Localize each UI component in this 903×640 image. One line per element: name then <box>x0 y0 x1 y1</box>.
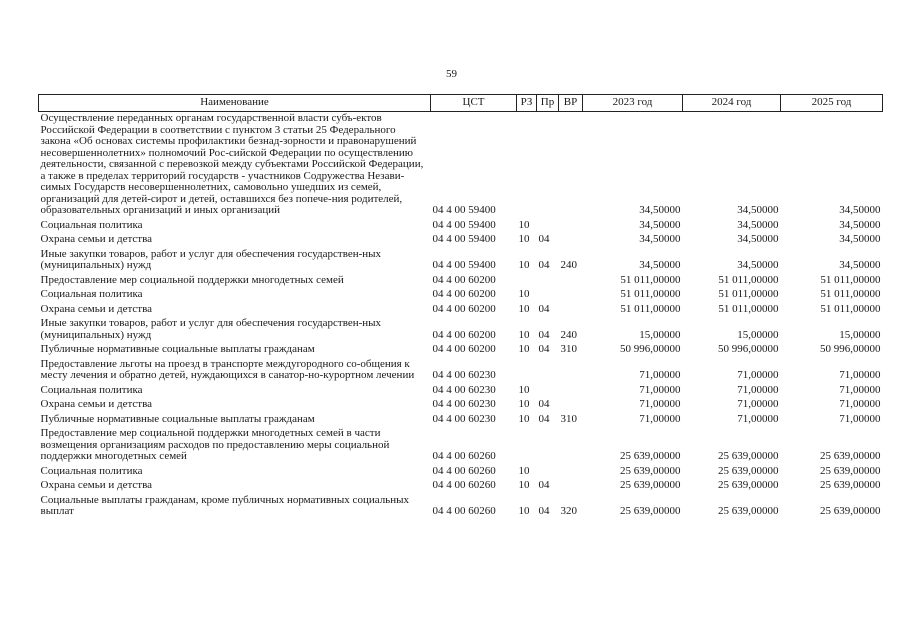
row-rz: 10 <box>518 398 530 410</box>
row-cst: 04 4 00 60200 <box>432 343 496 355</box>
page-number: 59 <box>446 68 457 80</box>
row-cst: 04 4 00 60200 <box>432 302 496 315</box>
row-name: Охрана семьи и детства <box>40 233 153 245</box>
row-2024: 51 011,00000 <box>718 302 779 315</box>
row-rz: 10 <box>518 302 530 315</box>
row-name: Охрана семьи и детства <box>40 302 153 315</box>
row-2023: 71,00000 <box>639 369 681 381</box>
row-2023: 25 639,00000 <box>620 505 681 517</box>
row-rz: 10 <box>518 412 530 425</box>
row-2024: 34,50000 <box>737 218 779 231</box>
row-pr: 04 <box>538 505 550 517</box>
header-2025: 2025 год <box>781 95 883 112</box>
row-2025: 25 639,00000 <box>820 464 881 477</box>
row-2023: 71,00000 <box>639 383 681 396</box>
row-vr: 240 <box>560 259 577 271</box>
row-rz: 10 <box>518 218 530 231</box>
row-cst: 04 4 00 60230 <box>432 369 496 381</box>
row-2024: 71,00000 <box>737 398 779 410</box>
row-cst: 04 4 00 59400 <box>432 259 496 271</box>
row-2023: 71,00000 <box>639 412 681 425</box>
row-2023: 51 011,00000 <box>620 273 681 286</box>
row-pr <box>537 112 559 219</box>
row-name: Предоставление мер социальной поддержки многодетных семей <box>40 273 344 286</box>
row-vr <box>559 384 583 399</box>
row-vr <box>559 112 583 219</box>
row-pr <box>537 358 559 384</box>
row-2025: 34,50000 <box>839 259 881 271</box>
row-name: Осуществление переданных органам государственной власти субъ-ектов Российской Федерации в соответствии с пунктом 3 статьи 25 Федерального закона «Об основах системы профилактики безнад-зорности и правонарушений несовершеннолетних» полномочий Рос-сийской Федерации по осуществлению деятельности, связанной с перевозкой между субъектами Российской Федерации, а также в пределах территорий государств - участников Содружества Незави-симых Государств несовершеннолетних, самовольно ушедших из семей, организаций для детей-сирот и детей, оставшихся без попече-ния родителей, образовательных организаций и иных организаций <box>40 112 424 216</box>
row-pr: 04 <box>538 479 550 491</box>
row-pr: 04 <box>538 412 550 425</box>
row-vr <box>559 219 583 234</box>
row-rz: 10 <box>518 328 530 341</box>
table-row <box>39 219 883 234</box>
row-cst: 04 4 00 60200 <box>432 328 496 341</box>
row-vr: 310 <box>560 412 577 425</box>
row-rz: 10 <box>518 259 530 271</box>
row-2025: 71,00000 <box>839 412 881 425</box>
row-2023: 50 996,00000 <box>620 343 681 355</box>
header-row <box>39 95 883 112</box>
row-pr: 04 <box>538 398 550 410</box>
row-2024: 34,50000 <box>737 259 779 271</box>
row-2024: 25 639,00000 <box>718 479 779 491</box>
row-2024: 15,00000 <box>737 328 779 341</box>
row-cst: 04 4 00 60230 <box>432 383 496 396</box>
row-pr <box>537 427 559 465</box>
row-name: Охрана семьи и детства <box>40 479 153 491</box>
row-2025: 34,50000 <box>839 233 881 245</box>
row-2025: 51 011,00000 <box>820 288 881 300</box>
row-cst: 04 4 00 60260 <box>432 479 496 491</box>
row-2025: 71,00000 <box>839 369 881 381</box>
table-row <box>39 465 883 480</box>
table-row <box>39 358 883 384</box>
row-2024: 25 639,00000 <box>718 450 779 462</box>
header-name: Наименование <box>39 95 431 112</box>
row-2023: 25 639,00000 <box>620 450 681 462</box>
row-2024: 71,00000 <box>737 412 779 425</box>
row-rz: 10 <box>518 505 530 517</box>
row-pr <box>537 288 559 303</box>
row-2025: 34,50000 <box>839 218 881 231</box>
row-pr: 04 <box>538 328 550 341</box>
row-2023: 15,00000 <box>639 328 681 341</box>
row-vr <box>559 427 583 465</box>
row-name: Охрана семьи и детства <box>40 398 153 410</box>
row-rz <box>517 274 537 289</box>
row-vr <box>559 398 583 413</box>
row-pr: 04 <box>538 259 550 271</box>
row-pr <box>537 219 559 234</box>
header-vr: ВР <box>559 95 583 112</box>
row-2024: 51 011,00000 <box>718 288 779 300</box>
table-row <box>39 494 883 520</box>
row-2024: 71,00000 <box>737 383 779 396</box>
row-2023: 34,50000 <box>639 233 681 245</box>
row-vr <box>559 303 583 318</box>
row-2024: 34,50000 <box>737 233 779 245</box>
row-vr <box>559 288 583 303</box>
row-name: Социальная политика <box>40 218 143 231</box>
row-vr <box>559 479 583 494</box>
row-2023: 34,50000 <box>639 259 681 271</box>
table-row <box>39 343 883 358</box>
row-vr <box>559 358 583 384</box>
row-rz <box>517 358 537 384</box>
row-2025: 51 011,00000 <box>820 302 881 315</box>
row-vr <box>559 274 583 289</box>
row-2023: 34,50000 <box>639 204 681 216</box>
row-2023: 25 639,00000 <box>620 479 681 491</box>
row-cst: 04 4 00 60230 <box>432 398 496 410</box>
row-cst: 04 4 00 59400 <box>432 233 496 245</box>
budget-table <box>38 94 883 520</box>
row-name: Социальная политика <box>40 288 143 300</box>
header-2023: 2023 год <box>583 95 683 112</box>
row-cst: 04 4 00 60260 <box>432 464 496 477</box>
row-name: Предоставление мер социальной поддержки многодетных семей в части возмещения организациям расходов по предоставлению меры социальной поддержки многодетных семей <box>40 427 390 462</box>
row-2024: 51 011,00000 <box>718 273 779 286</box>
row-pr <box>537 465 559 480</box>
table-row <box>39 413 883 428</box>
row-2025: 50 996,00000 <box>820 343 881 355</box>
row-vr: 310 <box>560 343 577 355</box>
row-pr: 04 <box>538 343 550 355</box>
row-rz: 10 <box>518 464 530 477</box>
row-rz <box>517 427 537 465</box>
row-2025: 25 639,00000 <box>820 450 881 462</box>
row-pr <box>537 384 559 399</box>
header-cst: ЦСТ <box>431 95 517 112</box>
row-pr: 04 <box>538 302 550 315</box>
row-2024: 50 996,00000 <box>718 343 779 355</box>
row-2023: 71,00000 <box>639 398 681 410</box>
row-2025: 15,00000 <box>839 328 881 341</box>
row-2023: 25 639,00000 <box>620 464 681 477</box>
row-2023: 51 011,00000 <box>620 288 681 300</box>
row-rz: 10 <box>518 479 530 491</box>
row-cst: 04 4 00 59400 <box>432 204 496 216</box>
row-rz: 10 <box>518 343 530 355</box>
row-rz <box>517 112 537 219</box>
row-2024: 25 639,00000 <box>718 464 779 477</box>
row-rz: 10 <box>518 383 530 396</box>
row-vr <box>559 465 583 480</box>
row-2024: 25 639,00000 <box>718 505 779 517</box>
row-name: Публичные нормативные социальные выплаты гражданам <box>40 412 315 425</box>
row-vr: 320 <box>560 505 577 517</box>
row-rz: 10 <box>518 233 530 245</box>
row-name: Иные закупки товаров, работ и услуг для обеспечения государствен-ных (муниципальных) нужд <box>40 247 382 271</box>
row-cst: 04 4 00 60260 <box>432 450 496 462</box>
row-cst: 04 4 00 60230 <box>432 412 496 425</box>
row-2023: 34,50000 <box>639 218 681 231</box>
header-pr: Пр <box>537 95 559 112</box>
row-name: Социальная политика <box>40 464 143 477</box>
row-cst: 04 4 00 59400 <box>432 218 496 231</box>
row-2025: 71,00000 <box>839 398 881 410</box>
row-pr: 04 <box>538 233 550 245</box>
table-row <box>39 112 883 219</box>
row-rz: 10 <box>518 288 530 300</box>
row-cst: 04 4 00 60200 <box>432 288 496 300</box>
table-row <box>39 274 883 289</box>
row-2025: 51 011,00000 <box>820 273 881 286</box>
row-name: Социальная политика <box>40 383 143 396</box>
row-2025: 34,50000 <box>839 204 881 216</box>
table-row <box>39 317 883 343</box>
table-row <box>39 303 883 318</box>
header-2024: 2024 год <box>683 95 781 112</box>
row-name: Социальные выплаты гражданам, кроме публичных нормативных социальных выплат <box>40 493 409 517</box>
row-2025: 25 639,00000 <box>820 505 881 517</box>
row-vr <box>559 233 583 248</box>
table-row <box>39 248 883 274</box>
row-name: Публичные нормативные социальные выплаты гражданам <box>40 343 315 355</box>
row-pr <box>537 274 559 289</box>
table-row <box>39 427 883 465</box>
row-name: Предоставление льготы на проезд в транспорте междугородного со-общения к месту лечения и обратно детей, нуждающихся в санатор-но-курортном лечении <box>40 357 415 381</box>
row-2025: 25 639,00000 <box>820 479 881 491</box>
row-cst: 04 4 00 60260 <box>432 505 496 517</box>
header-rz: РЗ <box>517 95 537 112</box>
row-cst: 04 4 00 60200 <box>432 273 496 286</box>
table-row <box>39 479 883 494</box>
row-2023: 51 011,00000 <box>620 302 681 315</box>
row-2024: 71,00000 <box>737 369 779 381</box>
table-row <box>39 384 883 399</box>
row-2024: 34,50000 <box>737 204 779 216</box>
row-name: Иные закупки товаров, работ и услуг для обеспечения государствен-ных (муниципальных) нужд <box>40 317 382 341</box>
row-2025: 71,00000 <box>839 383 881 396</box>
table-row <box>39 398 883 413</box>
table-row <box>39 288 883 303</box>
row-vr: 240 <box>560 328 577 341</box>
table-row <box>39 233 883 248</box>
